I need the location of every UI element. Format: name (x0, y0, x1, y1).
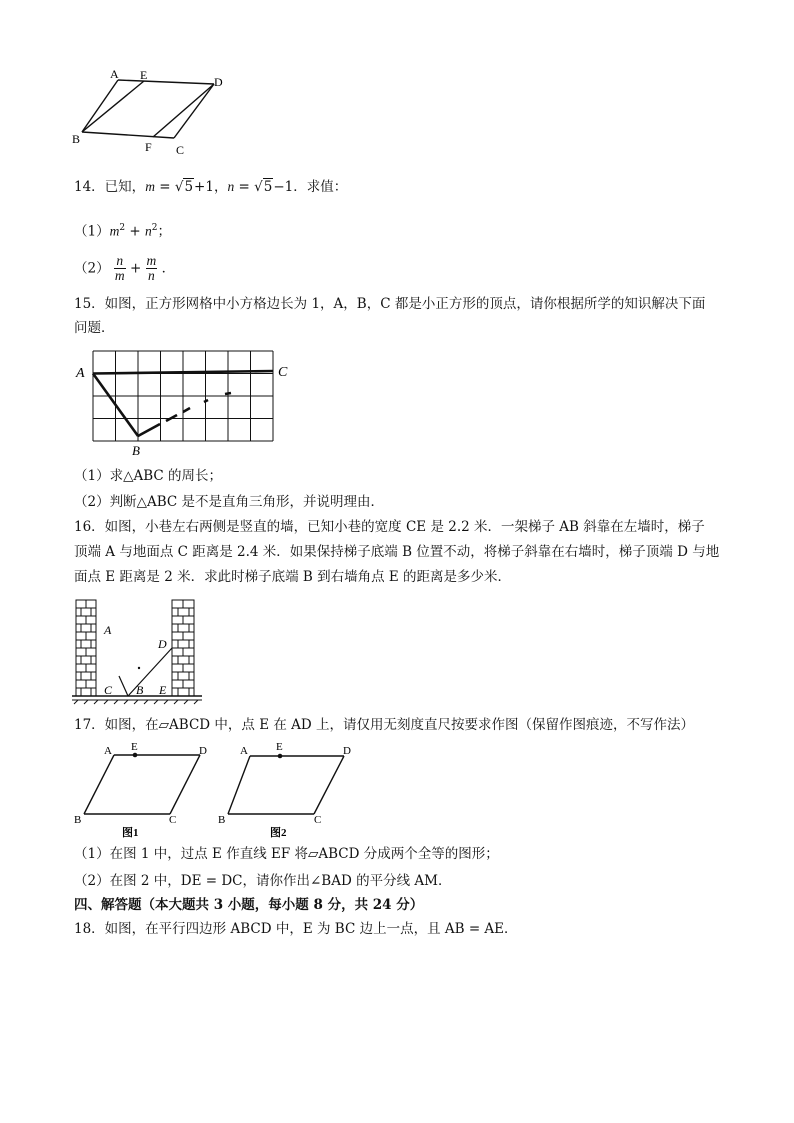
label-e: E (131, 741, 138, 753)
label-a: A (240, 745, 248, 757)
q17-line1: 17．如图，在▱ABCD 中，点 E 在 AD 上，请仅用无刻度直尺按要求作图（保留作图痕迹，不写作法） (74, 717, 695, 733)
label-b: B (218, 814, 226, 826)
label-c: C (278, 365, 288, 380)
label-c: C (314, 814, 322, 826)
q15-part2: （2）判断△ABC 是不是直角三角形，并说明理由． (74, 494, 385, 510)
grid-figure-q15 (70, 346, 300, 458)
label-f: F (145, 140, 152, 154)
figure-caption-2: 图2 (270, 827, 287, 839)
q15-line2: 问题． (74, 320, 115, 336)
figure-caption-1: 图1 (122, 827, 139, 839)
q18-line1: 18．如图，在平行四边形 ABCD 中，E 为 BC 边上一点，且 AB = AE． (74, 921, 518, 937)
label-c: C (104, 683, 113, 697)
q15-part1: （1）求△ABC 的周长； (74, 468, 223, 484)
label-a: A (104, 745, 112, 757)
label-d: D (158, 637, 167, 651)
q16-line3: 面点 E 距离是 2 米．求此时梯子底端 B 到右墙角点 E 的距离是多少米． (74, 569, 512, 585)
label-a: A (104, 623, 112, 637)
label-b: B (136, 683, 144, 697)
label-a: A (110, 67, 119, 81)
q17-part1: （1）在图 1 中，过点 E 作直线 EF 将▱ABCD 分成两个全等的图形； (74, 846, 499, 862)
label-e: E (159, 683, 167, 697)
parallelogram-figure-1-q17 (70, 740, 220, 840)
label-d: D (343, 745, 351, 757)
q14-part2: （2） $\frac{n}{m}$ + $\frac{m}{n}$ ． (74, 253, 176, 283)
label-a: A (76, 366, 85, 381)
q16-line2: 顶端 A 与地面点 C 距离是 2.4 米．如果保持梯子底端 B 位置不动，将梯子斜靠在右墙时，梯子顶端 D 与地 (74, 544, 720, 560)
label-c: C (176, 143, 185, 157)
q14-part1: $(1)m^2 + n^2$； (74, 223, 171, 240)
label-e: E (276, 741, 283, 753)
label-b: B (74, 814, 82, 826)
parallelogram-figure-2-q17 (212, 740, 362, 840)
q16-line1: 16．如图，小巷左右两侧是竖直的墙，已知小巷的宽度 CE 是 2.2 米．一架梯子 AB 斜靠在左墙时，梯子 (74, 519, 705, 535)
label-e: E (140, 68, 148, 82)
label-b: B (132, 443, 140, 458)
label-d: D (199, 745, 207, 757)
alley-ladder-figure-q16 (70, 596, 210, 708)
q14-stem: 14．已知，m = √5+1，n = √5−1．求值： (74, 179, 348, 195)
label-d: D (214, 75, 223, 89)
q15-line1: 15．如图，正方形网格中小方格边长为 1，A，B，C 都是小正方形的顶点，请你根据所学的知识解决下面 (74, 296, 706, 312)
q17-part2: （2）在图 2 中，DE = DC，请你作出∠BAD 的平分线 AM． (74, 873, 452, 889)
label-c: C (169, 814, 177, 826)
parallelogram-figure-q13 (70, 66, 230, 158)
label-b: B (72, 132, 81, 146)
section-4-heading: 四、解答题（本大题共 3 小题，每小题 8 分，共 24 分） (74, 897, 424, 913)
